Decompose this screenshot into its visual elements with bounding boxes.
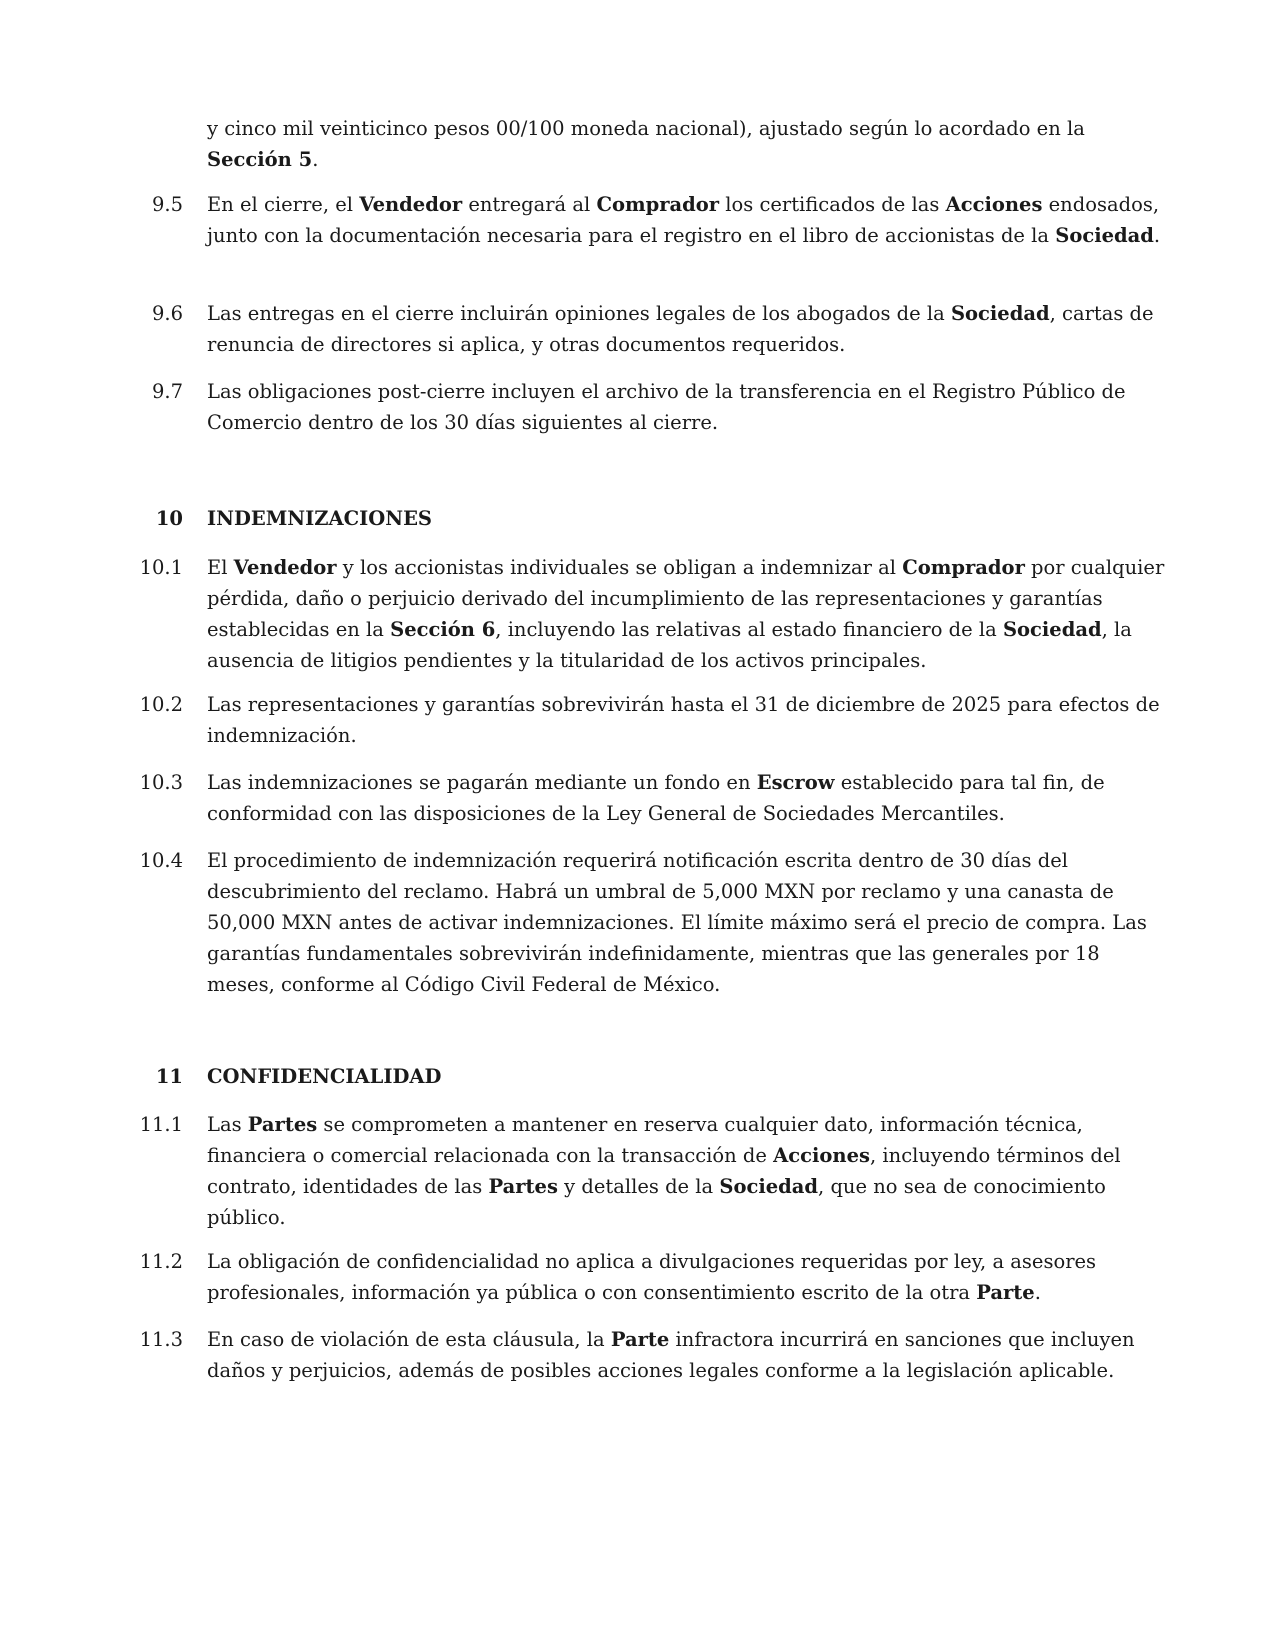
- text-run: los certificados de las: [719, 193, 946, 216]
- text-run: Las entregas en el cierre incluirán opiniones legales de los abogados de la: [207, 302, 951, 325]
- bold-term: Escrow: [756, 771, 835, 794]
- bold-term: Vendedor: [359, 193, 463, 216]
- clause-number: 11.2: [139, 1250, 183, 1273]
- text-run: Las: [207, 1113, 248, 1136]
- bold-term: Acciones: [945, 193, 1043, 216]
- clause-text: [207, 1109, 1167, 1233]
- bold-term: Acciones: [773, 1144, 870, 1167]
- section-number: 10: [155, 507, 183, 530]
- clause-number: 10.1: [139, 556, 183, 579]
- clause-text: [207, 376, 1167, 438]
- clause-number: 11.3: [139, 1328, 183, 1351]
- section-title: [207, 503, 1167, 534]
- text-run: Las indemnizaciones se pagarán mediante un fondo en: [207, 771, 757, 794]
- clause-number: 9.5: [151, 193, 183, 216]
- section-number: 11: [155, 1065, 183, 1088]
- bold-term: Sociedad: [950, 302, 1050, 325]
- text-run: La obligación de confidencialidad no aplica a divulgaciones requeridas por ley, a asesores profesionales, información ya pública o con consentimiento escrito de la otra: [207, 1250, 1097, 1304]
- text-run: En el cierre, el: [207, 193, 360, 216]
- clause-text: [207, 1324, 1167, 1386]
- text-run: .: [1153, 224, 1161, 247]
- bold-term: Comprador: [902, 556, 1025, 579]
- section-title: [207, 1061, 1167, 1092]
- text-run: , cartas de renuncia de directores si aplica, y otras documentos requeridos.: [207, 302, 1154, 356]
- bold-term: Partes: [247, 1113, 318, 1136]
- bold-term: Vendedor: [233, 556, 337, 579]
- clause-number: 11.1: [139, 1113, 183, 1136]
- bold-term: Sección 5: [207, 148, 313, 171]
- bold-term: INDEMNIZACIONES: [207, 507, 433, 530]
- paragraph-text: [207, 113, 1167, 175]
- bold-term: Sociedad: [719, 1175, 819, 1198]
- text-run: , que no sea de conocimiento público.: [207, 1175, 1106, 1229]
- bold-term: Partes: [488, 1175, 558, 1198]
- text-run: .: [1034, 1281, 1041, 1304]
- text-run: infractora incurrirá en sanciones que incluyen daños y perjuicios, además de posibles acciones legales conforme a la legislación aplicable.: [207, 1328, 1135, 1382]
- text-run: En caso de violación de esta cláusula, la: [207, 1328, 611, 1351]
- clause-number: 10.3: [139, 771, 183, 794]
- clause-number: 10.4: [139, 849, 183, 872]
- text-run: se comprometen a mantener en reserva cualquier dato, información técnica, financiera o comercial relacionada con la transacción de: [207, 1113, 1083, 1167]
- text-run: entregará al: [462, 193, 597, 216]
- text-run: .: [312, 148, 319, 171]
- clause-text: [207, 1246, 1167, 1308]
- clause-text: [207, 767, 1167, 829]
- bold-term: Sección 6: [390, 618, 496, 641]
- bold-term: CONFIDENCIALIDAD: [207, 1065, 442, 1088]
- clause-text: [207, 845, 1167, 1000]
- clause-text: [207, 189, 1167, 251]
- clause-text: [207, 552, 1167, 676]
- text-run: El: [207, 556, 234, 579]
- text-run: endosados, junto con la documentación necesaria para el registro en el libro de accionistas de la: [207, 193, 1160, 247]
- text-run: Las representaciones y garantías sobrevivirán hasta el 31 de diciembre de 2025 para efectos de indemnización.: [207, 693, 1160, 747]
- bold-term: Parte: [976, 1281, 1035, 1304]
- clause-number: 9.6: [151, 302, 183, 325]
- text-run: Las obligaciones post-cierre incluyen el archivo de la transferencia en el Registro Público de Comercio dentro de los 30 días siguientes al cierre.: [207, 380, 1126, 434]
- text-run: , incluyendo términos del contrato, identidades de las: [207, 1144, 1121, 1198]
- clause-text: [207, 689, 1167, 751]
- clause-number: 9.7: [151, 380, 183, 403]
- text-run: y los accionistas individuales se obligan a indemnizar al: [336, 556, 903, 579]
- text-run: establecido para tal fin, de conformidad con las disposiciones de la Ley General de Sociedades Mercantiles.: [207, 771, 1105, 825]
- bold-term: Sociedad: [1002, 618, 1102, 641]
- bold-term: Sociedad: [1055, 224, 1154, 247]
- text-run: El procedimiento de indemnización requerirá notificación escrita dentro de 30 días del descubrimiento del reclamo. Habrá un umbral de 5,000 MXN por reclamo y una canasta de 50,000 MXN antes de activar indemnizaciones. El límite máximo será el precio de compra. Las garantías fundamentales sobrevivirán indefinidamente, mientras que las generales por 18 meses, conforme al Código Civil Federal de México.: [207, 849, 1147, 996]
- text-run: por cualquier pérdida, daño o perjuicio derivado del incumplimiento de las representaciones y garantías establecidas en la: [207, 556, 1165, 641]
- bold-term: Comprador: [596, 193, 720, 216]
- clause-text: [207, 298, 1167, 360]
- text-run: y detalles de la: [557, 1175, 720, 1198]
- text-run: y cinco mil veinticinco pesos 00/100 moneda nacional), ajustado según lo acordado en la: [207, 117, 1085, 140]
- clause-number: 10.2: [139, 693, 183, 716]
- bold-term: Parte: [610, 1328, 670, 1351]
- text-run: , incluyendo las relativas al estado financiero de la: [495, 618, 1003, 641]
- text-run: , la ausencia de litigios pendientes y la titularidad de los activos principales.: [207, 618, 1132, 672]
